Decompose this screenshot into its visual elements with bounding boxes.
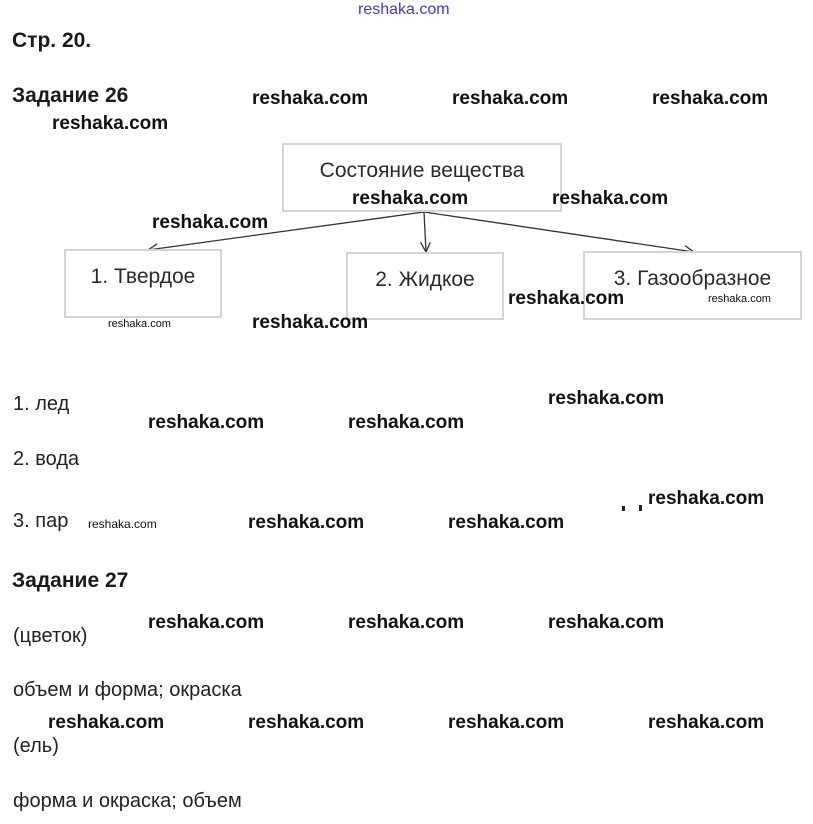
watermark: reshaka.com — [648, 712, 765, 733]
diagram-node-gas: 3. Газообразное — [583, 251, 802, 320]
watermark: reshaka.com — [448, 512, 565, 533]
task27-line: объем и форма; окраска — [13, 679, 242, 701]
arrow-to-liquid — [424, 212, 426, 252]
watermark: reshaka.com — [148, 412, 265, 433]
watermark: reshaka.com — [152, 212, 269, 233]
watermark: reshaka.com — [548, 388, 665, 409]
watermark: reshaka.com — [348, 412, 465, 433]
watermark: reshaka.com — [252, 88, 369, 109]
watermark: reshaka.com — [552, 188, 669, 209]
task27-title: Задание 27 — [12, 569, 129, 592]
watermark: reshaka.com — [148, 612, 265, 633]
watermark: reshaka.com — [348, 612, 465, 633]
watermark: reshaka.com — [448, 712, 565, 733]
task27-line: (цветок) — [13, 625, 88, 647]
watermark-small: reshaka.com — [88, 517, 157, 531]
answer-line: 2. вода — [13, 448, 80, 470]
task27-line: (ель) — [13, 735, 59, 757]
watermark-small: reshaka.com — [708, 293, 771, 305]
diagram-node-liquid: 2. Жидкое — [346, 252, 504, 320]
watermark: reshaka.com — [248, 712, 365, 733]
task26-title: Задание 26 — [12, 84, 129, 107]
watermark: reshaka.com — [252, 312, 369, 333]
arrow-to-gas — [424, 212, 694, 252]
answer-line: 1. лед — [13, 393, 70, 415]
watermark: reshaka.com — [652, 88, 769, 109]
watermark: reshaka.com — [548, 612, 665, 633]
top-watermark: reshaka.com — [358, 1, 450, 18]
watermark: reshaka.com — [352, 188, 469, 209]
watermark: reshaka.com — [508, 288, 625, 309]
answer-line: 3. пар — [13, 510, 69, 532]
diagram-root: Состояние вещества — [282, 143, 562, 212]
watermark: reshaka.com — [48, 712, 165, 733]
speck — [639, 505, 642, 511]
watermark: reshaka.com — [452, 88, 569, 109]
diagram-node-solid: 1. Твердое — [64, 249, 222, 318]
watermark-small: reshaka.com — [108, 318, 171, 330]
task27-line: форма и окраска; объем — [13, 790, 242, 812]
watermark: reshaka.com — [52, 113, 169, 134]
watermark: reshaka.com — [648, 488, 765, 509]
watermark: reshaka.com — [248, 512, 365, 533]
page-label: Стр. 20. — [12, 29, 92, 52]
speck — [622, 506, 625, 511]
